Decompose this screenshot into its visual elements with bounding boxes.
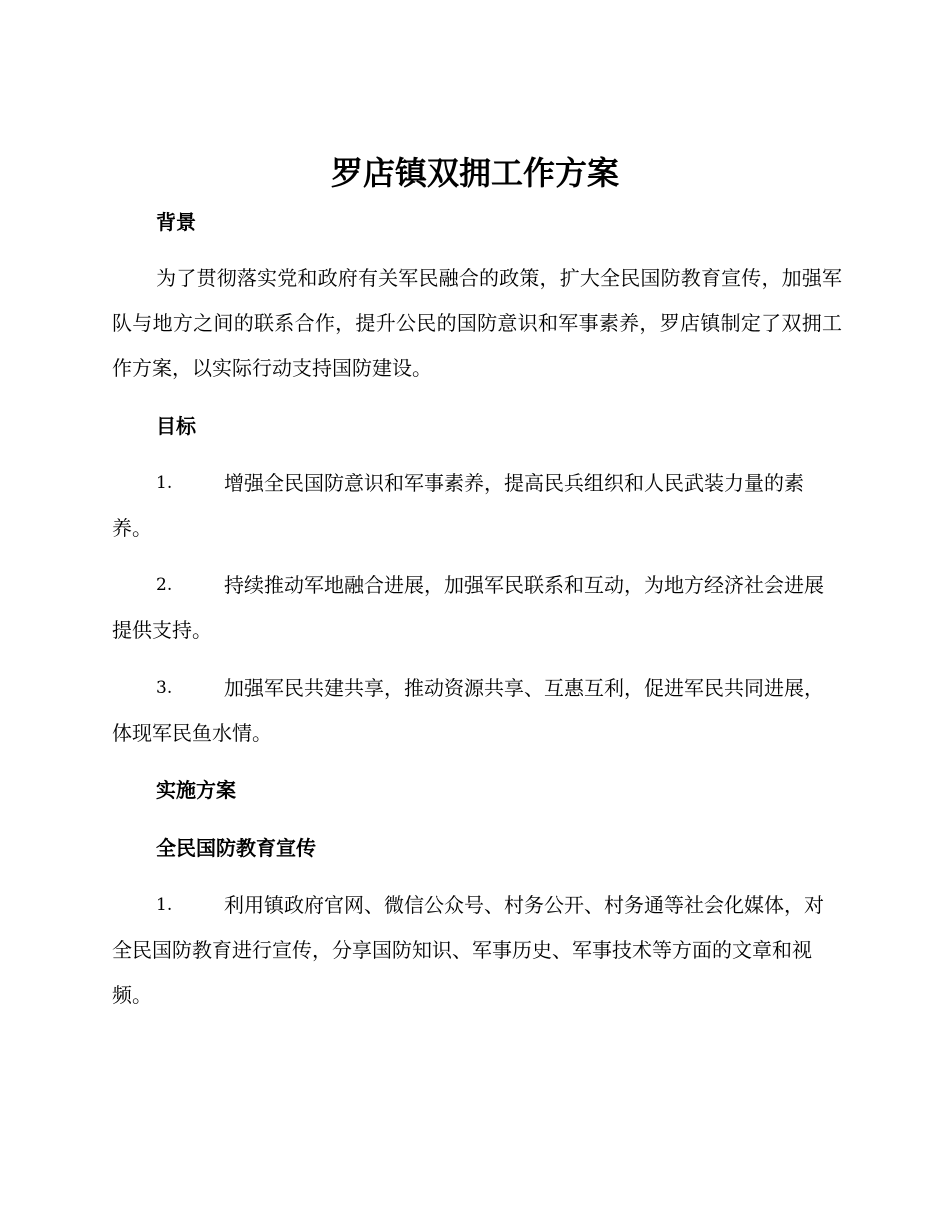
goal-item-text: 持续推动军地融合进展，加强军民联系和互动，为地方经济社会进展提供支持。 <box>112 573 824 642</box>
goal-item-3 <box>112 666 842 756</box>
plan-item-1 <box>112 883 842 1018</box>
goal-item-1 <box>112 461 842 551</box>
subheading-defense-education: 全民国防教育宣传 <box>156 836 316 860</box>
list-number: 1. <box>156 473 173 493</box>
goal-item-2 <box>112 563 842 653</box>
document-title: 罗店镇双拥工作方案 <box>330 154 619 192</box>
heading-plan: 实施方案 <box>156 778 236 802</box>
goal-item-text: 加强军民共建共享，推动资源共享、互惠互利，促进军民共同进展，体现军民鱼水情。 <box>112 676 824 745</box>
plan-item-text: 利用镇政府官网、微信公众号、村务公开、村务通等社会化媒体，对全民国防教育进行宣传，分享国防知识、军事历史、军事技术等方面的文章和视频。 <box>112 893 824 1007</box>
heading-background: 背景 <box>156 210 196 234</box>
background-paragraph-text: 为了贯彻落实党和政府有关军民融合的政策，扩大全民国防教育宣传，加强军队与地方之间的联系合作，提升公民的国防意识和军事素养，罗店镇制定了双拥工作方案，以实际行动支持国防建设。 <box>112 266 842 380</box>
heading-goals: 目标 <box>156 414 196 438</box>
list-number: 3. <box>156 678 173 698</box>
list-number: 1. <box>156 895 173 915</box>
goal-item-text: 增强全民国防意识和军事素养，提高民兵组织和人民武装力量的素养。 <box>112 471 804 540</box>
background-paragraph <box>112 256 842 391</box>
list-number: 2. <box>156 575 173 595</box>
